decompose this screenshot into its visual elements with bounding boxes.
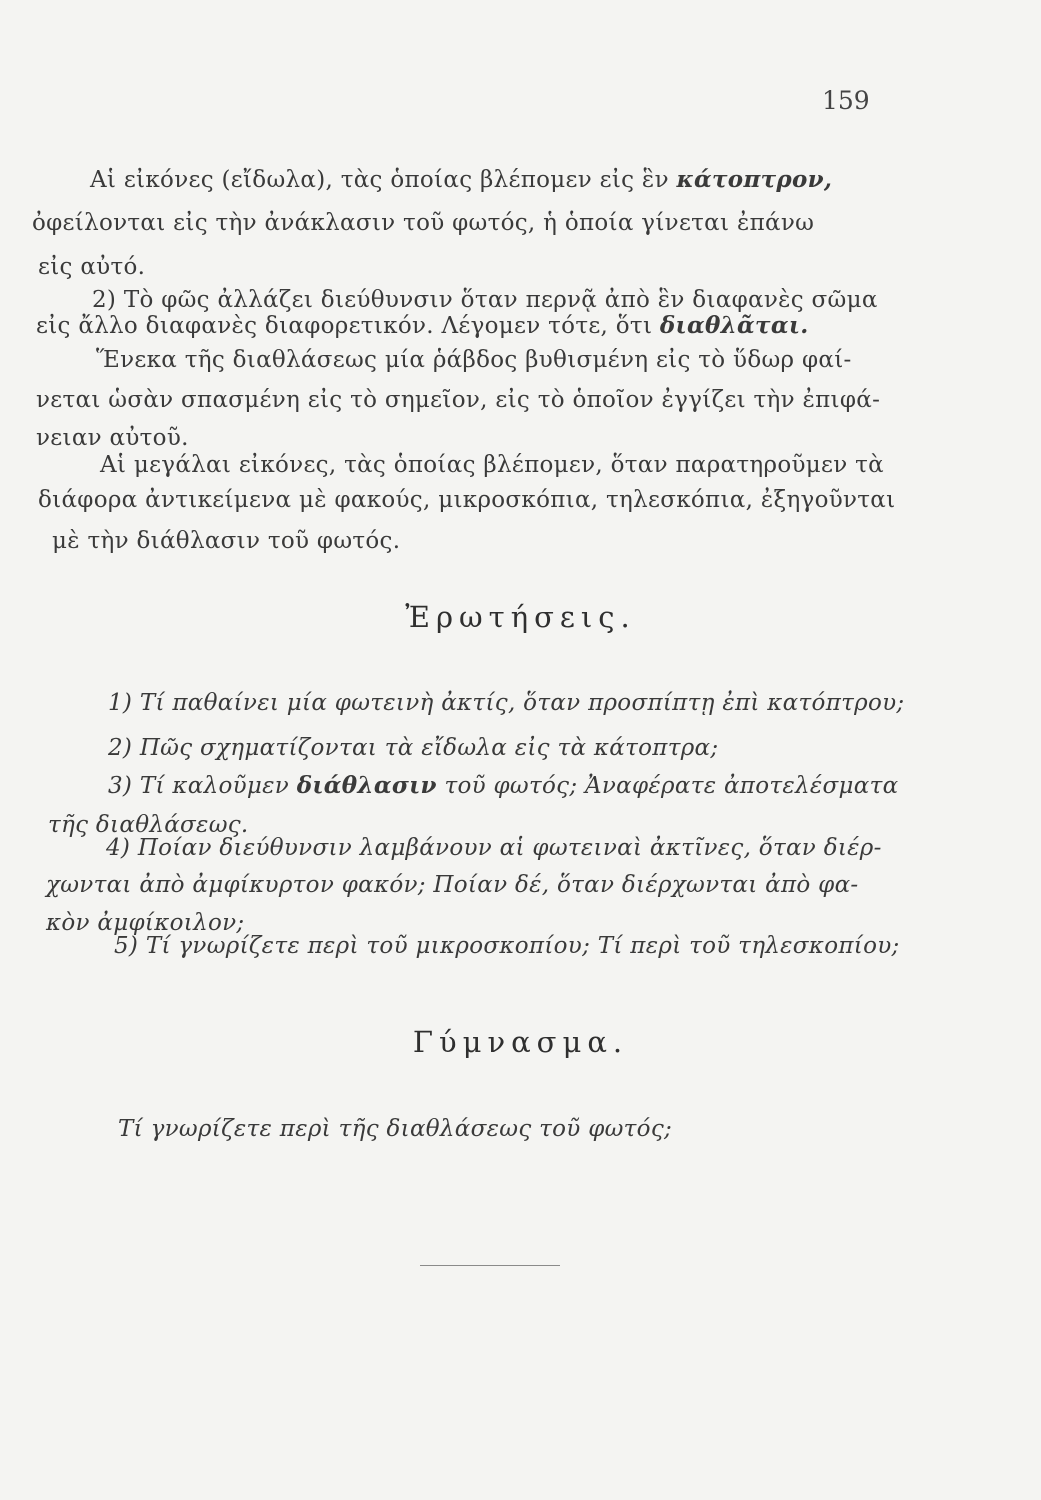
body-line: εἰς αὐτό. (38, 254, 146, 280)
body-line: Αἱ μεγάλαι εἰκόνες, τὰς ὁποίας βλέπομεν, ὅταν παρατηροῦμεν τὰ (100, 452, 884, 478)
exercise-text: Τί γνωρίζετε περὶ τῆς διαθλάσεως τοῦ φωτός; (118, 1116, 673, 1142)
closing-rule (420, 1265, 560, 1266)
body-line: νειαν αὐτοῦ. (36, 425, 189, 451)
emphasis-term: διάθλασιν (296, 772, 437, 799)
question-line: χωνται ἀπὸ ἀμφίκυρτον φακόν; Ποίαν δέ, ὅταν διέρχωνται ἀπὸ φα- (46, 872, 859, 898)
body-line: Ἕνεκα τῆς διαθλάσεως μία ῥάβδος βυθισμένη εἰς τὸ ὕδωρ φαί- (96, 347, 852, 373)
question-item (0, 772, 1041, 799)
question-item: 4) Ποίαν διεύθυνσιν λαμβάνουν αἱ φωτειναὶ ἀκτῖνες, ὅταν διέρ- (106, 835, 882, 861)
exercise-heading: Γύμνασμα. (412, 1025, 629, 1059)
question-item: 2) Πῶς σχηματίζονται τὰ εἴδωλα εἰς τὰ κάτοπτρα; (108, 735, 719, 761)
question-text: 3) Τί καλοῦμεν (108, 773, 290, 799)
question-line: τῆς διαθλάσεως. (48, 812, 249, 838)
question-item: 1) Τί παθαίνει μία φωτεινὴ ἀκτίς, ὅταν προσπίπτῃ ἐπὶ κατόπτρου; (108, 690, 905, 716)
page-number: 159 (822, 86, 870, 115)
question-text: τοῦ φωτός; Ἀναφέρατε ἀποτελέσματα (444, 773, 899, 799)
question-item: 5) Τί γνωρίζετε περὶ τοῦ μικροσκοπίου; Τί περὶ τοῦ τηλεσκοπίου; (114, 933, 900, 959)
body-line: διάφορα ἀντικείμενα μὲ φακούς, μικροσκόπια, τηλεσκόπια, ἐξηγοῦνται (38, 487, 896, 513)
body-line: ὀφείλονται εἰς τὴν ἀνάκλασιν τοῦ φωτός, ἡ ὁποία γίνεται ἐπάνω (32, 210, 815, 236)
emphasis-term: διαθλᾶται. (659, 312, 809, 339)
body-line: νεται ὡσὰν σπασμένη εἰς τὸ σημεῖον, εἰς τὸ ὁποῖον ἐγγίζει τὴν ἐπιφά- (36, 387, 881, 413)
body-line: μὲ τὴν διάθλασιν τοῦ φωτός. (52, 528, 401, 554)
body-text: Αἱ εἰκόνες (εἴδωλα), τὰς ὁποίας βλέπομεν εἰς ἓν (90, 167, 669, 193)
emphasis-term: κάτοπτρον, (676, 166, 833, 193)
body-line (0, 166, 1041, 193)
body-text: εἰς ἄλλο διαφανὲς διαφορετικόν. Λέγομεν τότε, ὅτι (36, 313, 653, 339)
body-line: 2) Τὸ φῶς ἀλλάζει διεύθυνσιν ὅταν περνᾷ ἀπὸ ἓν διαφανὲς σῶμα (92, 287, 878, 313)
body-line (0, 312, 1041, 339)
questions-heading: Ἐρωτήσεις. (405, 600, 636, 634)
question-line: κὸν ἀμφίκοιλον; (46, 910, 245, 936)
